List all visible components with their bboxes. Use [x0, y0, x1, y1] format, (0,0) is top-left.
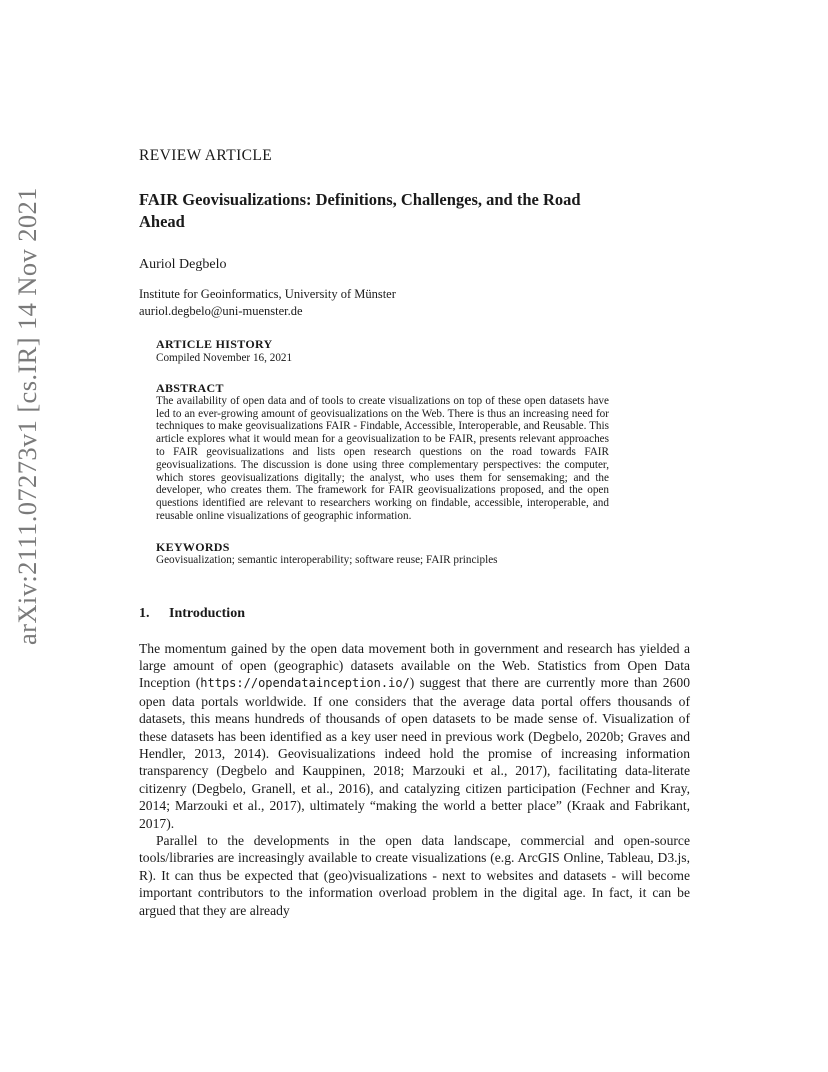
paper-title-line-2: Ahead — [139, 212, 185, 231]
article-type-label: REVIEW ARTICLE — [139, 147, 273, 164]
author-name: Auriol Degbelo — [139, 257, 227, 272]
abstract-text: The availability of open data and of tools to create visualizations on top of these open datasets have led to an ever-growing amount of geovisualizations on the Web. There is thus an increasing need for techniques to make geovisualizations FAIR - Findable, Accessible, Interoperable, and Reusable. This article explores what it would mean for a geovisualization to be FAIR, presents relevant approaches to FAIR geovisualizations and lists open research questions on the road towards FAIR geovisualizations. The discussion is done using three complementary perspectives: the computer, which stores geovisualizations digitally; the analyst, who uses them for sensemaking; and the developer, who creates them. The framework for FAIR geovisualizations proposed, and the open questions identified are relevant to researchers working on findable, accessible, interoperable, and reusable online visualizations of geographic information. — [156, 394, 609, 522]
keywords-heading: KEYWORDS — [156, 539, 230, 554]
affiliation-block — [139, 286, 690, 320]
abstract-heading: ABSTRACT — [156, 380, 224, 395]
paper-title — [139, 189, 690, 233]
keywords-section — [156, 540, 609, 567]
article-history-section — [156, 337, 609, 365]
section-title: Introduction — [169, 605, 245, 621]
section-number: 1. — [139, 605, 150, 621]
paper-page — [139, 140, 690, 919]
affiliation: Institute for Geoinformatics, University of Münster — [139, 287, 396, 301]
intro-paragraph-2: Parallel to the developments in the open data landscape, commercial and open-source tools/libraries are increasingly available to create visualizations (e.g. ArcGIS Online, Tableau, D3.js, R). It can thus be expected that (geo)visualizations - next to websites and datasets - will become important contributors to the information overload problem in the digital age. In fact, it can be argued that they are already — [139, 833, 690, 918]
open-data-inception-url: https://opendatainception.io/ — [200, 676, 410, 691]
compiled-date: Compiled November 16, 2021 — [156, 352, 293, 364]
front-matter-box — [156, 337, 609, 567]
intro-paragraph-1-end: ) suggest that there are currently more than 2600 open data portals worldwide. If one considers that the average data portal offers thousands of datasets, this means hundreds of thousands of open datasets to be made sense of. Visualization of these datasets has been identified as a key user need in previous work (Degbelo, 2020b; Graves and Hendler, 2013, 2014). Geovisualizations indeed hold the promise of increasing information transparency (Degbelo and Kauppinen, 2018; Marzouki et al., 2017), facilitating data-literate citizenry (Degbelo, Granell, et al., 2016), and catalyzing citizen participation (Fechner and Kray, 2014; Marzouki et al., 2017), ultimately “making the world a better place” (Kraak and Fabrikant, 2017). — [139, 675, 690, 831]
author-email: auriol.degbelo@uni-muenster.de — [139, 304, 303, 318]
abstract-section — [156, 381, 609, 523]
intro-paragraph-1-start: The momentum gained by the open data movement both in government and research has yielded a large amount of open (geographic) datasets available on the Web. Statistics from Open Data Inception ( — [139, 640, 690, 691]
paper-title-line-1: FAIR Geovisualizations: Definitions, Challenges, and the Road — [139, 190, 581, 209]
intro-paragraph-1 — [139, 640, 690, 832]
article-history-heading: ARTICLE HISTORY — [156, 337, 273, 351]
introduction-heading — [139, 605, 690, 623]
arxiv-identifier: arXiv:2111.07273v1 [cs.IR] 14 Nov 2021 — [12, 187, 42, 645]
keywords-text: Geovisualization; semantic interoperability; software reuse; FAIR principles — [156, 553, 498, 566]
